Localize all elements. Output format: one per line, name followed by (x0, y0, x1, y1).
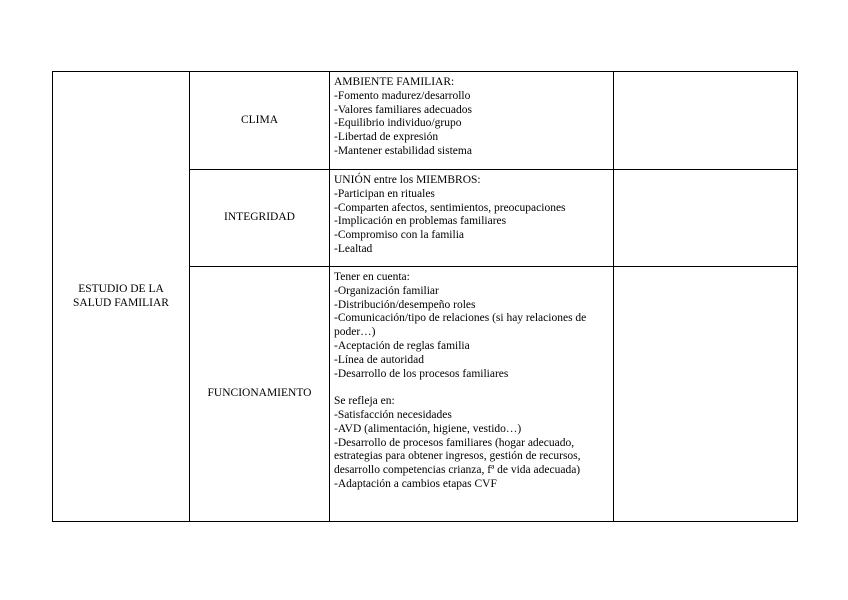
list-item: -Fomento madurez/desarrollo (334, 89, 471, 102)
list-item: -Comparten afectos, sentimientos, preocupaciones (334, 201, 566, 214)
list-item: -Compromiso con la familia (334, 229, 464, 242)
description-cell-funcionamiento (330, 267, 614, 522)
empty-cell-clima (614, 72, 798, 170)
list-item: -Participan en rituales (334, 187, 435, 200)
list-item: -Adaptación a cambios etapas CVF (334, 477, 497, 490)
list-item: -Organización familiar (334, 284, 439, 297)
list-item: -Lealtad (334, 242, 373, 255)
list-item: -Satisfacción necesidades (334, 408, 452, 421)
empty-cell-integridad (614, 170, 798, 267)
list-item: -Línea de autoridad (334, 353, 425, 366)
list-item: -Libertad de expresión (334, 131, 439, 144)
dimension-cell-integridad (190, 170, 330, 267)
list-item: -Comunicación/tipo de relaciones (si hay relaciones de poder…) (334, 312, 587, 339)
description-cell-clima (330, 72, 614, 170)
dimension-cell-funcionamiento (190, 267, 330, 522)
list-item: -Desarrollo de procesos familiares (hogar adecuado, estrategias para obtener ingresos, gestión de recursos, desarrollo competencias crianza, fª de vida adecuada) (334, 436, 581, 477)
dimension-label-funcionamiento: FUNCIONAMIENTO (207, 387, 312, 400)
list-item: -Distribución/desempeño roles (334, 298, 476, 311)
dimension-cell-clima (190, 72, 330, 170)
list-item: -Implicación en problemas familiares (334, 215, 507, 228)
list-item: -AVD (alimentación, higiene, vestido…) (334, 422, 522, 435)
list-item: -Aceptación de reglas familia (334, 339, 470, 352)
list-item: -Desarrollo de los procesos familiares (334, 367, 509, 380)
study-title-cell (53, 72, 190, 522)
description-cell-integridad (330, 170, 614, 267)
study-title: ESTUDIO DE LA SALUD FAMILIAR (73, 282, 169, 309)
paragraph-spacer (334, 381, 609, 395)
description-heading-integridad: UNIÓN entre los MIEMBROS: (334, 174, 481, 186)
dimension-label-integridad: INTEGRIDAD (224, 211, 295, 224)
table-row-clima (53, 72, 798, 170)
family-health-table (52, 71, 798, 522)
description-heading-funcionamiento: Tener en cuenta: (334, 271, 410, 283)
description-subheading-funcionamiento: Se refleja en: (334, 395, 395, 408)
empty-cell-funcionamiento (614, 267, 798, 522)
description-heading-clima: AMBIENTE FAMILIAR: (334, 76, 455, 88)
list-item: -Mantener estabilidad sistema (334, 144, 472, 157)
dimension-label-clima: CLIMA (240, 113, 279, 126)
list-item: -Equilibrio individuo/grupo (334, 117, 462, 130)
list-item: -Valores familiares adecuados (334, 103, 472, 116)
